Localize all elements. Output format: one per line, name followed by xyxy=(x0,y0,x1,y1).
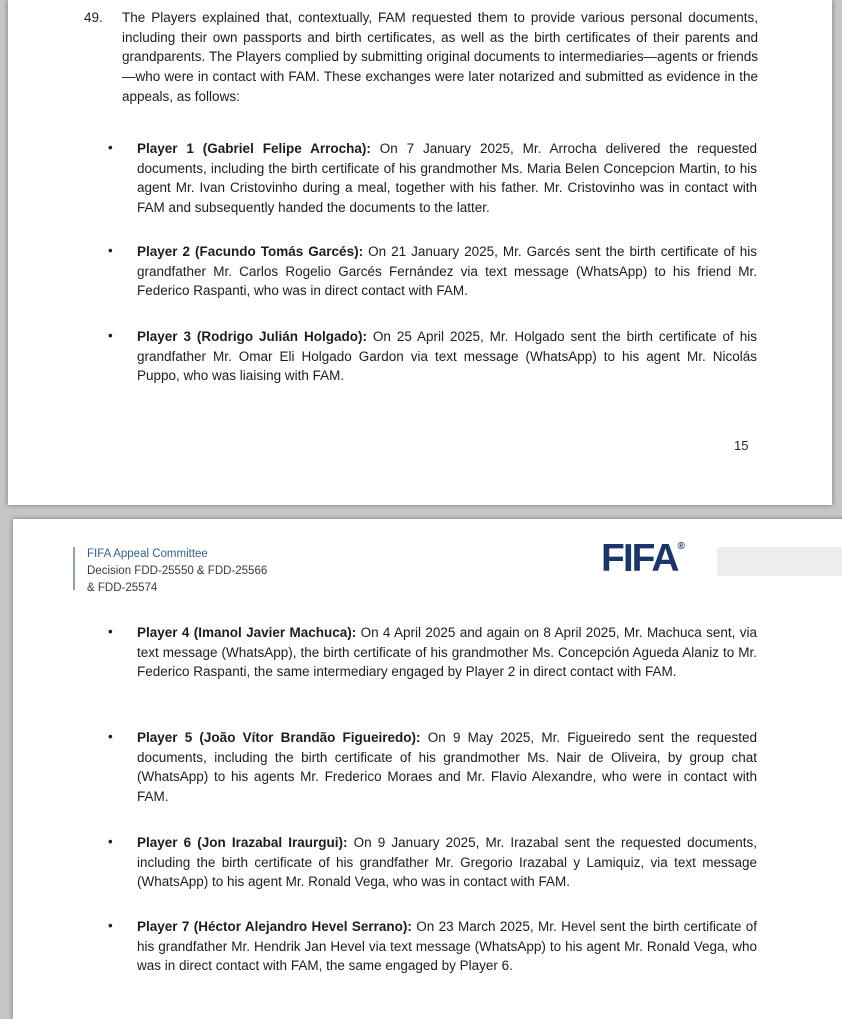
bullet-icon: • xyxy=(108,243,113,258)
bullet-label: Player 4 (Imanol Javier Machuca): xyxy=(137,625,357,640)
bullet-player-1 xyxy=(108,139,757,218)
paragraph-number: 49. xyxy=(84,10,103,25)
fifa-logo-text: FIFA xyxy=(601,537,678,580)
header-divider-line xyxy=(73,547,75,590)
bullet-icon: • xyxy=(108,834,113,849)
bullet-label: Player 5 (João Vítor Brandão Figueiredo): xyxy=(137,730,421,745)
document-page-16 xyxy=(13,519,842,1019)
document-page-15 xyxy=(8,0,832,505)
decision-reference-line2: & FDD-25574 xyxy=(87,582,158,594)
page-number: 15 xyxy=(734,438,749,453)
registered-trademark-icon: ® xyxy=(677,541,685,552)
bullet-icon: • xyxy=(108,140,113,155)
bullet-label: Player 3 (Rodrigo Julián Holgado): xyxy=(137,329,367,344)
bullet-text: On 9 January 2025, Mr. Irazabal sent the requested documents, including the birth certificate of his grandfather Mr. Gregorio Irazabal y Lamiquiz, via text message (WhatsApp) to his agent Mr. Ronald Vega, who was in contact with FAM. xyxy=(137,835,757,890)
bullet-label: Player 1 (Gabriel Felipe Arrocha): xyxy=(137,141,371,156)
bullet-text: On 23 March 2025, Mr. Hevel sent the birth certificate of his grandfather Mr. Hendrik Jan Hevel via text message (WhatsApp) to his agent Mr. Ronald Vega, who was in direct contact with FAM, the same engaged by Player 6. xyxy=(137,919,757,974)
bullet-text: On 9 May 2025, Mr. Figueiredo sent the requested documents, including the birth certificate of his grandmother Ms. Nair de Oliveira, by group chat (WhatsApp) to his agents Mr. Frederico Moraes and Mr. Flavio Alexandre, who were in contact with FAM. xyxy=(137,730,757,805)
bullet-player-5 xyxy=(108,728,757,807)
paragraph-text: The Players explained that, contextually, FAM requested them to provide various personal documents, including their own passports and birth certificates, as well as the birth certificates of their parents and grandparents. The Players complied by submitting original documents to intermediaries—agents or friends—who were in contact with FAM. These exchanges were later notarized and submitted as evidence in the appeals, as follows: xyxy=(122,10,758,104)
bullet-icon: • xyxy=(108,729,113,744)
bullet-text: On 7 January 2025, Mr. Arrocha delivered the requested documents, including the birth certificate of his grandmother Ms. Maria Belen Concepcion Martin, to his agent Mr. Ivan Cristovinho during a meal, together with his father. Mr. Cristovinho was in contact with FAM and subsequently handed the documents to the latter. xyxy=(137,141,757,216)
bullet-icon: • xyxy=(108,918,113,933)
header-highlight-bar xyxy=(717,547,842,576)
bullet-player-4 xyxy=(108,623,757,682)
bullet-label: Player 2 (Facundo Tomás Garcés): xyxy=(137,244,364,259)
bullet-player-3 xyxy=(108,327,757,386)
bullet-player-7 xyxy=(108,917,757,976)
committee-title: FIFA Appeal Committee xyxy=(87,548,208,560)
fifa-logo xyxy=(601,537,685,581)
bullet-label: Player 6 (Jon Irazabal Iraurgui): xyxy=(137,835,348,850)
bullet-icon: • xyxy=(108,328,113,343)
bullet-icon: • xyxy=(108,624,113,639)
bullet-label: Player 7 (Héctor Alejandro Hevel Serrano): xyxy=(137,919,412,934)
bullet-player-6 xyxy=(108,833,757,892)
bullet-text: On 4 April 2025 and again on 8 April 2025, Mr. Machuca sent, via text message (WhatsApp), the birth certificate of his grandmother Ms. Concepción Agueda Alaniz to Mr. Federico Raspanti, the same intermediary engaged by Player 2 in direct contact with FAM. xyxy=(137,625,757,680)
bullet-text: On 21 January 2025, Mr. Garcés sent the birth certificate of his grandfather Mr. Carlos Rogelio Garcés Fernández via text message (WhatsApp) to his friend Mr. Federico Raspanti, who was in direct contact with FAM. xyxy=(137,244,757,299)
bullet-player-2 xyxy=(108,242,757,301)
bullet-text: On 25 April 2025, Mr. Holgado sent the birth certificate of his grandfather Mr. Omar Eli Holgado Gardon via text message (WhatsApp) to his agent Mr. Nicolás Puppo, who was liaising with FAM. xyxy=(137,329,757,384)
paragraph-49 xyxy=(84,8,758,107)
decision-reference-line1: Decision FDD-25550 & FDD-25566 xyxy=(87,565,268,577)
